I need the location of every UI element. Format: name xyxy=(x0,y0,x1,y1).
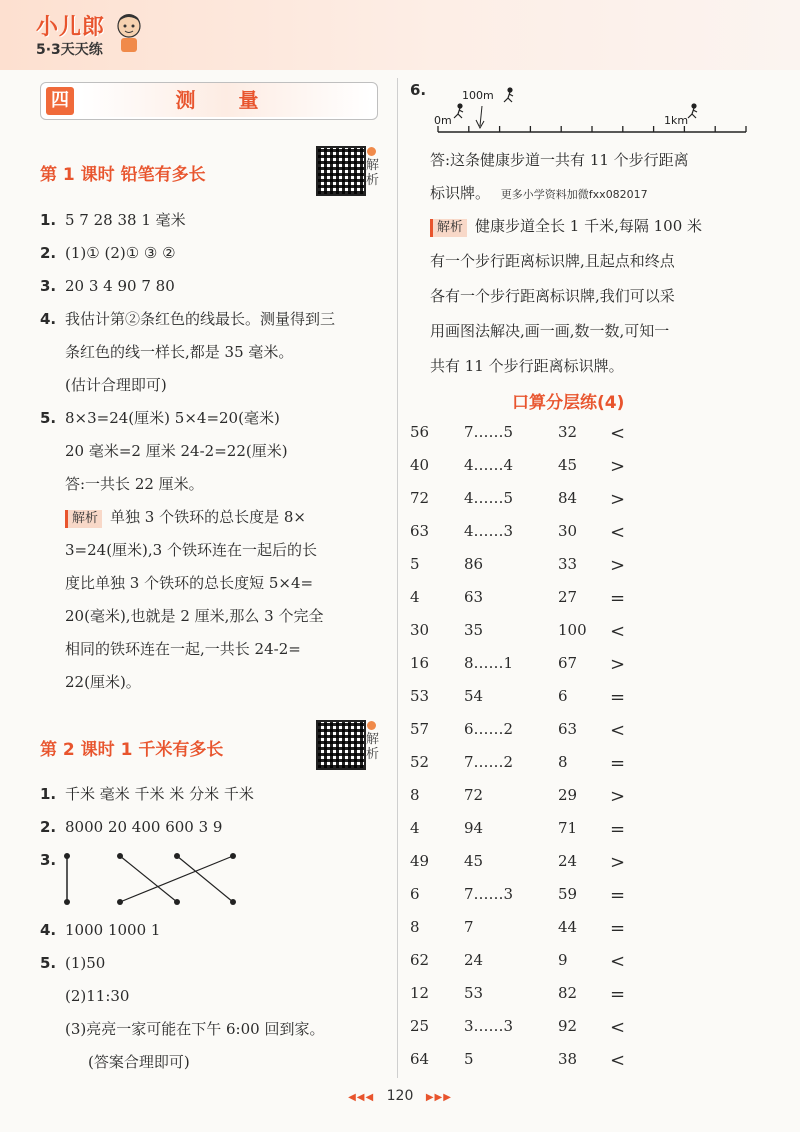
brand-logo xyxy=(36,10,105,59)
item-text: 5 7 28 38 1 毫米 xyxy=(65,211,186,229)
oral-answer: 32 xyxy=(558,423,578,441)
comparison-sign: > xyxy=(610,852,626,873)
oral-answer: 52 xyxy=(410,753,430,771)
oral-answer: 4 xyxy=(410,819,420,837)
q6-analysis-line: 共有 11 个步行距离标识牌。 xyxy=(430,357,624,375)
item-number: 4. xyxy=(40,310,57,328)
oral-answer: 59 xyxy=(558,885,578,903)
comparison-sign: = xyxy=(610,885,626,906)
item-number: 2. xyxy=(40,818,57,836)
left-arrows-icon: ◀◀◀ xyxy=(348,1092,375,1103)
item-number: 4. xyxy=(40,921,57,939)
unit-title: 测 量 xyxy=(81,83,371,117)
q6-note: 更多小学资料加微fxx082017 xyxy=(500,188,648,201)
analysis-tag: 解析 xyxy=(65,510,102,528)
oral-answer: 8 xyxy=(558,753,568,771)
item-text: 1000 1000 1 xyxy=(65,921,161,939)
oral-title: 口算分层练(4) xyxy=(512,393,625,413)
oral-answer: 57 xyxy=(410,720,430,738)
unit-header xyxy=(40,82,378,120)
comparison-sign: > xyxy=(610,654,626,675)
oral-answer: 30 xyxy=(410,621,430,639)
item-text: 20 毫米=2 厘米 24-2=22(厘米) xyxy=(65,442,288,460)
oral-answer: 53 xyxy=(410,687,430,705)
page-number: 120 xyxy=(386,1088,414,1104)
comparison-sign: > xyxy=(610,489,626,510)
item-number: 5. xyxy=(40,409,57,427)
q6-analysis-text: 健康步道全长 1 千米,每隔 100 米 xyxy=(475,217,703,235)
right-arrows-icon: ▶▶▶ xyxy=(425,1092,452,1103)
item-text: 千米 毫米 千米 米 分米 千米 xyxy=(65,785,254,803)
oral-answer: 5 xyxy=(464,1050,474,1068)
l1-analysis-text: 单独 3 个铁环的总长度是 8× xyxy=(110,508,306,526)
unit-number: 四 xyxy=(46,87,74,115)
oral-answer: 72 xyxy=(464,786,484,804)
trail-end-label: 1km xyxy=(664,114,689,127)
oral-answer: 5 xyxy=(410,555,420,573)
trail-start-label: 0m xyxy=(434,114,452,127)
oral-answer: 30 xyxy=(558,522,578,540)
item-text: (3)亮亮一家可能在下午 6:00 回到家。 xyxy=(65,1020,325,1038)
item-text: 答:一共长 22 厘米。 xyxy=(65,475,204,493)
comparison-sign: > xyxy=(610,555,626,576)
oral-answer: 63 xyxy=(558,720,578,738)
mascot-icon xyxy=(112,12,146,56)
oral-answer: 38 xyxy=(558,1050,578,1068)
oral-answer: 100 xyxy=(558,621,587,639)
item-text: (1)① (2)① ③ ② xyxy=(65,244,176,262)
item-number: 1. xyxy=(40,785,57,803)
oral-answer: 7……3 xyxy=(464,885,514,903)
logo-main: 小儿郎 xyxy=(36,15,106,40)
item-text: (2)11:30 xyxy=(65,987,130,1005)
oral-answer: 54 xyxy=(464,687,484,705)
comparison-sign: = xyxy=(610,819,626,840)
oral-answer: 9 xyxy=(558,951,568,969)
oral-answer: 49 xyxy=(410,852,430,870)
trail-diagram xyxy=(432,84,752,136)
comparison-sign: < xyxy=(610,1017,626,1038)
trail-mark-label: 100m xyxy=(462,89,494,102)
oral-answer: 86 xyxy=(464,555,484,573)
oral-answer: 6 xyxy=(558,687,568,705)
item-text: 8000 20 400 600 3 9 xyxy=(65,818,223,836)
item-number: 1. xyxy=(40,211,57,229)
logo-sub: 5·3天天练 xyxy=(36,42,103,58)
comparison-sign: < xyxy=(610,1050,626,1071)
oral-answer: 64 xyxy=(410,1050,430,1068)
l1-analysis-line: 20(毫米),也就是 2 厘米,那么 3 个完全 xyxy=(65,607,324,625)
oral-answer: 53 xyxy=(464,984,484,1002)
oral-answer: 4……5 xyxy=(464,489,514,507)
oral-answer: 7……5 xyxy=(464,423,514,441)
oral-answer: 72 xyxy=(410,489,430,507)
l1-analysis-line: 3=24(厘米),3 个铁环连在一起后的长 xyxy=(65,541,317,559)
matching-diagram xyxy=(55,850,255,910)
item-text: 条红色的线一样长,都是 35 毫米。 xyxy=(65,343,294,361)
play-dot-icon xyxy=(367,147,376,156)
item-text: 20 3 4 90 7 80 xyxy=(65,277,175,295)
comparison-sign: = xyxy=(610,984,626,1005)
q6-analysis-line: 用画图法解决,画一画,数一数,可知一 xyxy=(430,322,670,340)
oral-answer: 45 xyxy=(464,852,484,870)
item-number: 5. xyxy=(40,954,57,972)
item-number: 3. xyxy=(40,277,57,295)
item-number: 2. xyxy=(40,244,57,262)
oral-answer: 29 xyxy=(558,786,578,804)
oral-answer: 67 xyxy=(558,654,578,672)
comparison-sign: < xyxy=(610,720,626,741)
lesson2-title: 第 2 课时 1 千米有多长 xyxy=(40,740,224,760)
item-text: 8×3=24(厘米) 5×4=20(毫米) xyxy=(65,409,280,427)
oral-answer: 8 xyxy=(410,918,420,936)
oral-answer: 6 xyxy=(410,885,420,903)
item-text: 我估计第②条红色的线最长。测量得到三 xyxy=(65,310,336,328)
oral-answer: 27 xyxy=(558,588,578,606)
q6-analysis-0 xyxy=(430,216,702,237)
q6-answer-1: 答:这条健康步道一共有 11 个步行距离 xyxy=(430,151,689,169)
qr-label: 解析 xyxy=(366,732,380,762)
oral-answer: 82 xyxy=(558,984,578,1002)
oral-answer: 12 xyxy=(410,984,430,1002)
comparison-sign: = xyxy=(610,588,626,609)
qr-code-icon[interactable] xyxy=(316,720,366,770)
oral-answer: 24 xyxy=(464,951,484,969)
l1-analysis-line: 度比单独 3 个铁环的总长度短 5×4= xyxy=(65,574,314,592)
q6-answer-2-text: 标识牌。 xyxy=(430,184,491,202)
oral-answer: 62 xyxy=(410,951,430,969)
item-text: (答案合理即可) xyxy=(88,1053,190,1071)
oral-answer: 63 xyxy=(410,522,430,540)
page-footer xyxy=(0,1088,800,1104)
q6-analysis-line: 有一个步行距离标识牌,且起点和终点 xyxy=(430,252,675,270)
comparison-sign: < xyxy=(610,423,626,444)
l1-analysis-0 xyxy=(65,507,306,528)
oral-answer: 71 xyxy=(558,819,578,837)
item-text: (估计合理即可) xyxy=(65,376,167,394)
oral-answer: 4……3 xyxy=(464,522,514,540)
oral-answer: 4 xyxy=(410,588,420,606)
comparison-sign: < xyxy=(610,522,626,543)
q6-answer-2 xyxy=(430,183,648,205)
q6-analysis-line: 各有一个步行距离标识牌,我们可以采 xyxy=(430,287,675,305)
play-dot-icon xyxy=(367,721,376,730)
oral-answer: 8 xyxy=(410,786,420,804)
q6-number: 6. xyxy=(410,81,427,99)
oral-answer: 33 xyxy=(558,555,578,573)
oral-answer: 63 xyxy=(464,588,484,606)
qr-code-icon[interactable] xyxy=(316,146,366,196)
comparison-sign: > xyxy=(610,456,626,477)
oral-answer: 7……2 xyxy=(464,753,514,771)
comparison-sign: = xyxy=(610,687,626,708)
oral-answer: 84 xyxy=(558,489,578,507)
comparison-sign: < xyxy=(610,621,626,642)
oral-answer: 40 xyxy=(410,456,430,474)
analysis-tag: 解析 xyxy=(430,219,467,237)
oral-answer: 4……4 xyxy=(464,456,514,474)
oral-answer: 45 xyxy=(558,456,578,474)
l1-analysis-line: 22(厘米)。 xyxy=(65,673,141,691)
oral-answer: 24 xyxy=(558,852,578,870)
item-number: 3. xyxy=(40,851,57,869)
comparison-sign: < xyxy=(610,951,626,972)
comparison-sign: > xyxy=(610,786,626,807)
item-text: (1)50 xyxy=(65,954,106,972)
comparison-sign: = xyxy=(610,753,626,774)
qr-label: 解析 xyxy=(366,158,380,188)
oral-answer: 56 xyxy=(410,423,430,441)
oral-answer: 3……3 xyxy=(464,1017,514,1035)
column-divider xyxy=(397,78,398,1078)
oral-answer: 44 xyxy=(558,918,578,936)
oral-answer: 25 xyxy=(410,1017,430,1035)
oral-answer: 35 xyxy=(464,621,484,639)
oral-answer: 7 xyxy=(464,918,474,936)
l1-analysis-line: 相同的铁环连在一起,一共长 24-2= xyxy=(65,640,301,658)
oral-answer: 94 xyxy=(464,819,484,837)
comparison-sign: = xyxy=(610,918,626,939)
lesson1-title: 第 1 课时 铅笔有多长 xyxy=(40,165,206,185)
oral-answer: 92 xyxy=(558,1017,578,1035)
oral-answer: 16 xyxy=(410,654,430,672)
oral-answer: 6……2 xyxy=(464,720,514,738)
oral-answer: 8……1 xyxy=(464,654,514,672)
